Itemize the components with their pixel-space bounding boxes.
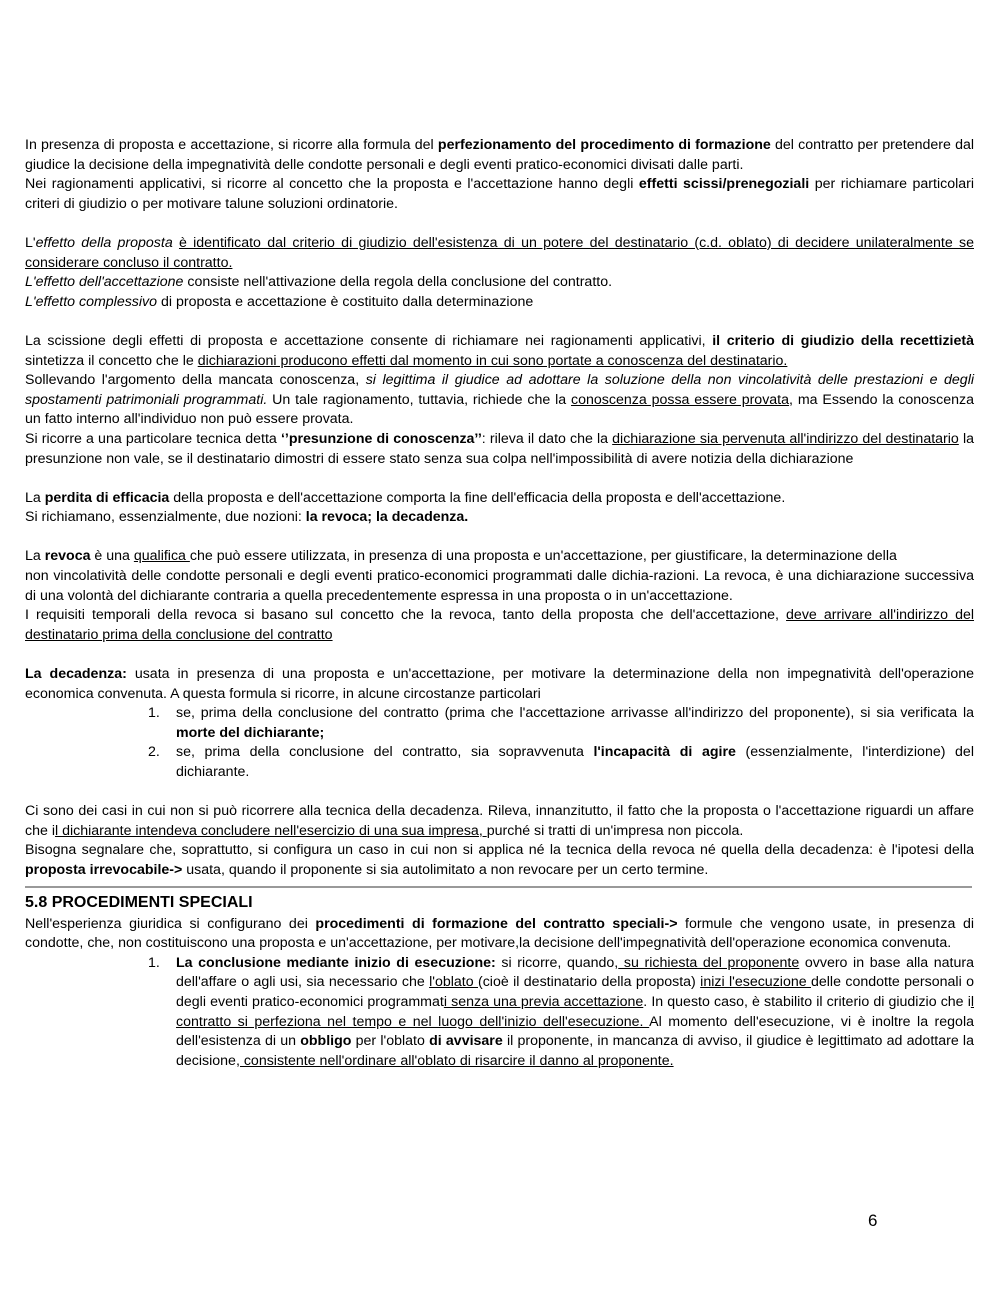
- decadenza-list: [25, 704, 974, 782]
- underlined-text: dichiarazione sia pervenuta all'indirizzo del destinatario: [612, 430, 959, 447]
- paragraph-presunzione: [25, 430, 974, 469]
- underlined-text: l dichiarante intendeva concludere nell'esercizio di una sua impresa,: [54, 822, 487, 839]
- underlined-text: è identificato dal criterio di giudizio dell'esistenza di un potere del destinatario (c.d. oblato) di decidere unilateralmente se considerare concluso il contratto.: [25, 234, 974, 271]
- text: per l'oblato: [351, 1033, 430, 1050]
- text: In presenza di proposta e accettazione, si ricorre alla formula del: [25, 137, 438, 153]
- text: consiste nell'attivazione della regola della conclusione del contratto.: [183, 274, 613, 291]
- list-number: 2.: [148, 744, 160, 761]
- bold-text: di avvisare: [429, 1033, 503, 1050]
- underlined-text: deve arrivare all'indirizzo del destinatario prima della conclusione del contratto: [25, 607, 975, 643]
- bold-text: procedimenti di formazione del contratto speciali->: [315, 915, 678, 932]
- text: I requisiti temporali della revoca si basano sul concetto che la revoca, tanto della proposta che dell'accettazione,: [25, 607, 787, 624]
- text: Nei ragionamenti applicativi, si ricorre al concetto che la proposta e l'accettazione hanno degli: [25, 176, 639, 193]
- paragraph-recettizieta: [25, 332, 974, 371]
- paragraph-effetto-proposta: [25, 234, 974, 273]
- underlined-text: su richiesta del proponente: [618, 954, 800, 971]
- text: sintetizza il concetto che le: [25, 352, 198, 369]
- bold-text: ‘’presunzione di conoscenza’’: [280, 430, 482, 447]
- bold-text: La decadenza:: [25, 666, 127, 683]
- bold-text: proposta irrevocabile->: [25, 861, 183, 878]
- bold-text: perdita di efficacia: [44, 489, 170, 506]
- list-number: 1.: [148, 954, 160, 971]
- italic-text: L'effetto complessivo: [25, 293, 158, 310]
- text: La: [25, 489, 45, 506]
- text: purché si tratti di un'impresa non piccola.: [486, 822, 744, 839]
- text: : rileva il dato che la: [481, 430, 613, 447]
- paragraph-revoca-requisiti: [25, 606, 974, 645]
- paragraph-effetto-accettazione: [25, 273, 974, 293]
- text: Si richiamano, essenzialmente, due nozioni:: [25, 509, 306, 526]
- text: la presunzione non vale, se il destinatario dimostri di essere stato senza sua colpa nell'impossibilità di avere notizia della dichiarazione: [25, 430, 974, 467]
- underlined-text: inizi l'esecuzione: [700, 974, 811, 991]
- text: si ricorre, quando,: [495, 954, 619, 971]
- text: per richiamare particolari criteri di giudizio o per motivare talune soluzioni ordinatorie.: [25, 176, 975, 212]
- underlined-text: dichiarazioni producono effetti dal momento in cui sono portate a conoscenza del destinatario.: [197, 352, 788, 369]
- page-body: [25, 136, 974, 1071]
- paragraph-decadenza: [25, 665, 974, 704]
- blank-line: [25, 783, 974, 803]
- text: se, prima della conclusione del contratto (prima che l'accettazione arrivasse all'indirizzo del proponente), si sia verificata la: [176, 705, 974, 722]
- text: Al momento dell'esecuzione, vi è inoltre la regola dell'esistenza di un: [176, 1013, 974, 1050]
- text: formule che vengono usate, in presenza di condotte, che, non costituiscono una proposta e un'accettazione, per motivare,la decisione dell'impegnatività dell'operazione economica convenuta.: [25, 915, 974, 952]
- blank-line: [25, 528, 974, 548]
- blank-line: [25, 312, 974, 332]
- blank-line: [25, 469, 974, 489]
- italic-text: si legittima il giudice ad adottare la soluzione della non vincolatività delle prestazioni e degli spostamenti patrimoniali programmati.: [25, 372, 975, 408]
- paragraph-perdita-efficacia: [25, 489, 974, 509]
- paragraph-revoca-definizione: [25, 567, 974, 606]
- underlined-text: , consistente nell'ordinare all'oblato di risarcire il danno al proponente.: [235, 1052, 674, 1069]
- text: il proponente, in mancanza di avviso, il giudice è legittimato ad adottare la decisione: [176, 1033, 974, 1069]
- page-number: 6: [868, 1211, 878, 1230]
- blank-line: [25, 645, 974, 665]
- text: delle condotte personali o degli eventi pratico-economici programmat: [176, 974, 974, 1010]
- bold-text: revoca: [44, 548, 91, 565]
- text: ovvero in base alla natura dell'affare o agli usi, sia necessario che: [176, 954, 975, 991]
- paragraph-due-nozioni: [25, 508, 974, 528]
- text: usata, quando il proponente si sia autolimitato a non revocare per un certo termine.: [182, 861, 709, 878]
- text: Bisogna segnalare che, soprattutto, si configura un caso in cui non si applica né la tecnica della revoca né quella della decadenza: è l'ipotesi della: [25, 842, 974, 859]
- bold-text: La conclusione mediante inizio di esecuzione:: [176, 954, 496, 971]
- bold-text: la revoca; la decadenza.: [305, 509, 469, 526]
- text: Sollevando l'argomento della mancata conoscenza,: [25, 372, 366, 389]
- underlined-text: l contratto si perfeziona nel tempo e nel luogo dell'inizio dell'esecuzione.: [176, 993, 974, 1030]
- text: La: [25, 548, 45, 565]
- paragraph-procedimenti-speciali: [25, 915, 974, 954]
- underlined-text: l'oblato: [429, 974, 478, 991]
- bold-text: perfezionamento del procedimento di formazione: [437, 137, 771, 153]
- bold-text: effetti scissi/prenegoziali: [638, 176, 810, 193]
- paragraph-casi-esclusi: [25, 802, 974, 841]
- horizontal-divider: [25, 886, 972, 888]
- section-heading: 5.8 PROCEDIMENTI SPECIALI: [25, 893, 253, 911]
- underlined-text: qualifica: [133, 548, 190, 565]
- speciali-list: [25, 954, 974, 1072]
- bold-text: l'incapacità di agire: [593, 744, 736, 761]
- text: se, prima della conclusione del contratto, sia sopravvenuta: [176, 744, 594, 761]
- text: usata in presenza di una proposta e un'accettazione, per motivare la determinazione della non impegnatività dell'operazione economica convenuta. A questa formula si ricorre, in alcune circostanze particolari: [25, 666, 974, 702]
- text: , ma Essendo la conoscenza un fatto interno all'individuo non può essere provata.: [25, 391, 975, 428]
- list-number: 1.: [148, 705, 160, 722]
- text: di proposta e accettazione è costituito dalla determinazione: [157, 293, 534, 310]
- text: La scissione degli effetti di proposta e accettazione consente di richiamare nei ragionamenti applicativi,: [25, 332, 713, 349]
- list-item: [148, 704, 974, 743]
- underlined-text: i senza una previa accettazione: [443, 993, 644, 1010]
- text: Si ricorre a una particolare tecnica detta: [25, 430, 281, 447]
- text: che può essere utilizzata, in presenza di una proposta e un'accettazione, per giustificare, la determinazione della: [189, 548, 897, 565]
- text: (cioè il destinatario della proposta): [477, 974, 701, 991]
- text: (essenzialmente, l'interdizione) del dichiarante.: [176, 744, 974, 780]
- paragraph-effetto-complessivo: [25, 293, 974, 313]
- bold-text: obbligo: [300, 1033, 352, 1050]
- bold-text: il criterio di giudizio della recettizietà: [712, 332, 974, 349]
- italic-text: effetto della proposta: [35, 234, 173, 251]
- paragraph-revoca-intro: [25, 547, 974, 567]
- blank-line: [25, 214, 974, 234]
- bold-text: morte del dichiarante;: [176, 724, 325, 741]
- list-item: [148, 954, 975, 1072]
- text: del contratto per pretendere dal giudice la decisione della impegnatività delle condotte personali e degli eventi pratico-economici divisati dalle parti.: [25, 137, 975, 173]
- paragraph-effetti-scissi: [25, 175, 974, 214]
- italic-text: L'effetto dell'accettazione: [25, 274, 184, 291]
- underlined-text: conoscenza possa essere provata: [571, 391, 790, 408]
- text: non vincolatività delle condotte personali e degli eventi pratico-economici programmati dalle dichia-razioni. La revoca, è una dichiarazione successiva di una volontà del dichiarante contraria a quella precedentemente espressa in una proposta o in un'accettazione.: [25, 568, 974, 604]
- paragraph-perfezionamento: [25, 136, 974, 175]
- text: della proposta e dell'accettazione comporta la fine dell'efficacia della proposta e dell'accettazione.: [169, 489, 786, 506]
- text: L': [25, 234, 36, 251]
- paragraph-mancata-conoscenza: [25, 371, 974, 430]
- paragraph-proposta-irrevocabile: [25, 841, 974, 880]
- text: Un tale ragionamento, tuttavia, richiede che la: [267, 391, 572, 408]
- text: . In questo caso, è stabilito il criterio di giudizio che i: [643, 993, 971, 1010]
- text: è una: [90, 548, 134, 565]
- list-item: [148, 743, 974, 782]
- text: Ci sono dei casi in cui non si può ricorrere alla tecnica della decadenza. Rileva, innanzitutto, il fatto che la proposta o l'accettazione riguardi un affare che i: [25, 803, 974, 839]
- text: Nell'esperienza giuridica si configurano dei: [25, 915, 316, 932]
